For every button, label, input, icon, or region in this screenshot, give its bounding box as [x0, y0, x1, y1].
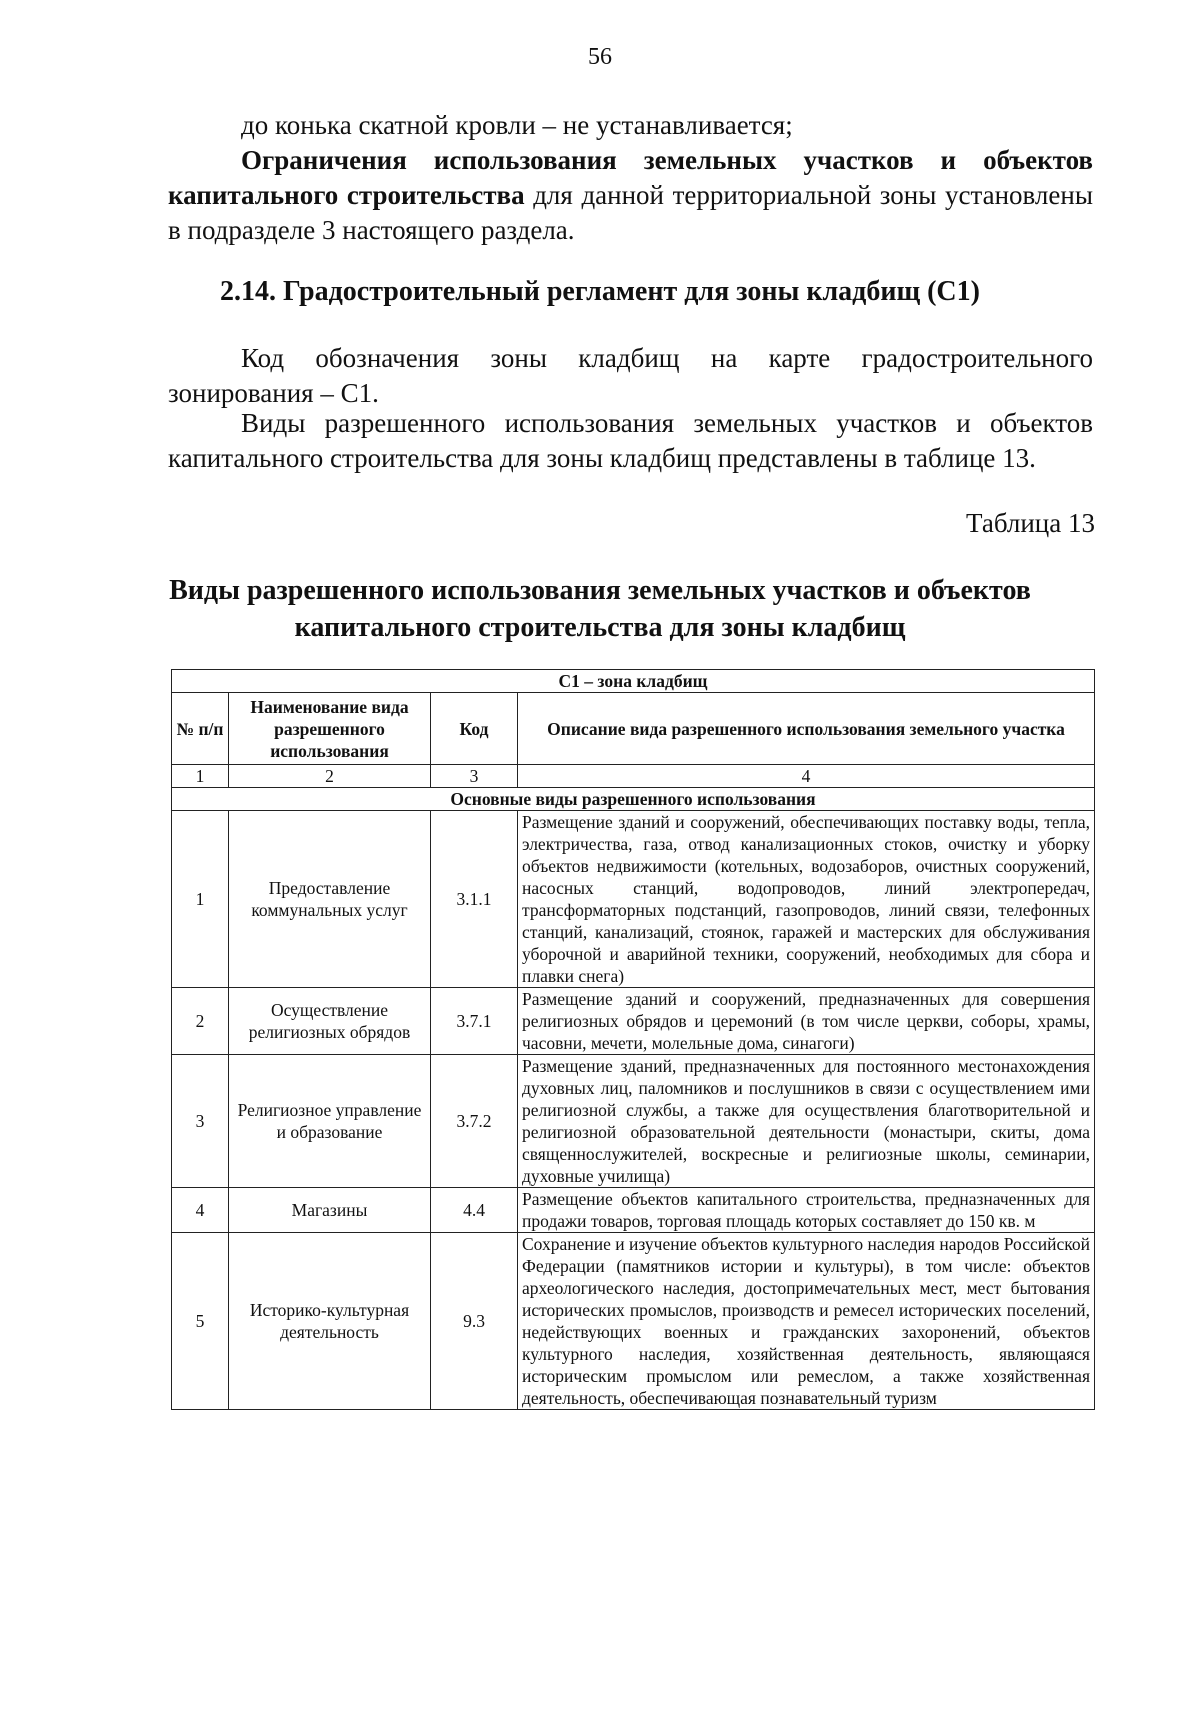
restrictions-bold-text: Ограничения использования земельных участков и объектов капитального строительства [168, 145, 1093, 210]
code-paragraph: Код обозначения зоны кладбищ на карте градостроительного зонирования – С1. [168, 343, 1093, 408]
row-code: 3.1.1 [431, 811, 518, 988]
restrictions-paragraph [168, 143, 1093, 248]
row-description: Размещение зданий и сооружений, предназначенных для совершения религиозных обрядов и церемоний (в том числе церкви, соборы, храмы, часовни, мечети, молельные дома, синагоги) [518, 988, 1095, 1055]
header-code: Код [431, 693, 518, 765]
row-description: Размещение зданий и сооружений, обеспечивающих поставку воды, тепла, электричества, газа, отвод канализационных стоков, очистку и уборку объектов недвижимости (котельных, водозаборов, очистных сооружений, насосных станций, водопроводов, линий электропередач, трансформаторных подстанций, газопроводов, линий связи, телефонных станций, канализаций, стоянок, гаражей и мастерских для обслуживания уборочной и аварийной техники, сооружений, необходимых для сбора и плавки снега) [518, 811, 1095, 988]
section-heading: 2.14. Градостроительный регламент для зоны кладбищ (С1) [220, 276, 980, 307]
table-row [172, 1233, 1095, 1410]
row-num: 2 [172, 988, 229, 1055]
row-code: 3.7.1 [431, 988, 518, 1055]
row-code: 9.3 [431, 1233, 518, 1410]
zone-header: С1 – зона кладбищ [172, 670, 1095, 693]
header-description: Описание вида разрешенного использования земельного участка [518, 693, 1095, 765]
column-header-row [172, 693, 1095, 765]
row-num: 1 [172, 811, 229, 988]
group-header-row [172, 788, 1095, 811]
table-row [172, 1188, 1095, 1233]
restrictions-rest-text: для данной территориальной зоны установлены в подразделе 3 настоящего раздела. [168, 180, 1093, 245]
header-num: № п/п [172, 693, 229, 765]
table-row [172, 1055, 1095, 1188]
column-number: 3 [431, 765, 518, 788]
column-number: 1 [172, 765, 229, 788]
row-num: 5 [172, 1233, 229, 1410]
intro-line: до конька скатной кровли – не устанавливается; [241, 110, 793, 140]
row-num: 4 [172, 1188, 229, 1233]
table-row [172, 988, 1095, 1055]
row-code: 4.4 [431, 1188, 518, 1233]
table-caption: Таблица 13 [966, 508, 1095, 538]
row-name: Магазины [229, 1188, 431, 1233]
row-description: Размещение зданий, предназначенных для постоянного местонахождения духовных лиц, паломников и послушников в связи с осуществлением ими религиозной службы, а также для осуществления благотворительной и религиозной образовательной деятельности (монастыри, скиты, дома священнослужителей, воскресные и религиозные школы, семинарии, духовные училища) [518, 1055, 1095, 1188]
row-description: Размещение объектов капитального строительства, предназначенных для продажи товаров, торговая площадь которых составляет до 150 кв. м [518, 1188, 1095, 1233]
column-number: 4 [518, 765, 1095, 788]
zone-header-row [172, 670, 1095, 693]
table-row [172, 811, 1095, 988]
page-number: 56 [588, 44, 612, 70]
land-use-table [171, 669, 1095, 1410]
row-code: 3.7.2 [431, 1055, 518, 1188]
row-name: Историко-культурная деятельность [229, 1233, 431, 1410]
group-header: Основные виды разрешенного использования [172, 788, 1095, 811]
types-paragraph: Виды разрешенного использования земельных участков и объектов капитального строительства для зоны кладбищ представлены в таблице 13. [168, 408, 1093, 473]
header-name: Наименование вида разрешенного использования [229, 693, 431, 765]
row-name: Осуществление религиозных обрядов [229, 988, 431, 1055]
row-name: Предоставление коммунальных услуг [229, 811, 431, 988]
row-name: Религиозное управление и образование [229, 1055, 431, 1188]
column-number-row [172, 765, 1095, 788]
table-title: Виды разрешенного использования земельных участков и объектов капитального строительства для зоны кладбищ [169, 575, 1031, 643]
column-number: 2 [229, 765, 431, 788]
row-num: 3 [172, 1055, 229, 1188]
row-description: Сохранение и изучение объектов культурного наследия народов Российской Федерации (памятников истории и культуры), в том числе: объектов археологического наследия, достопримечательных мест, мест бытования исторических промыслов, производств и ремесел исторических поселений, недействующих военных и гражданских захоронений, объектов культурного наследия, хозяйственная деятельность, являющаяся историческим промыслом или ремеслом, а также хозяйственная деятельность, обеспечивающая познавательный туризм [518, 1233, 1095, 1410]
